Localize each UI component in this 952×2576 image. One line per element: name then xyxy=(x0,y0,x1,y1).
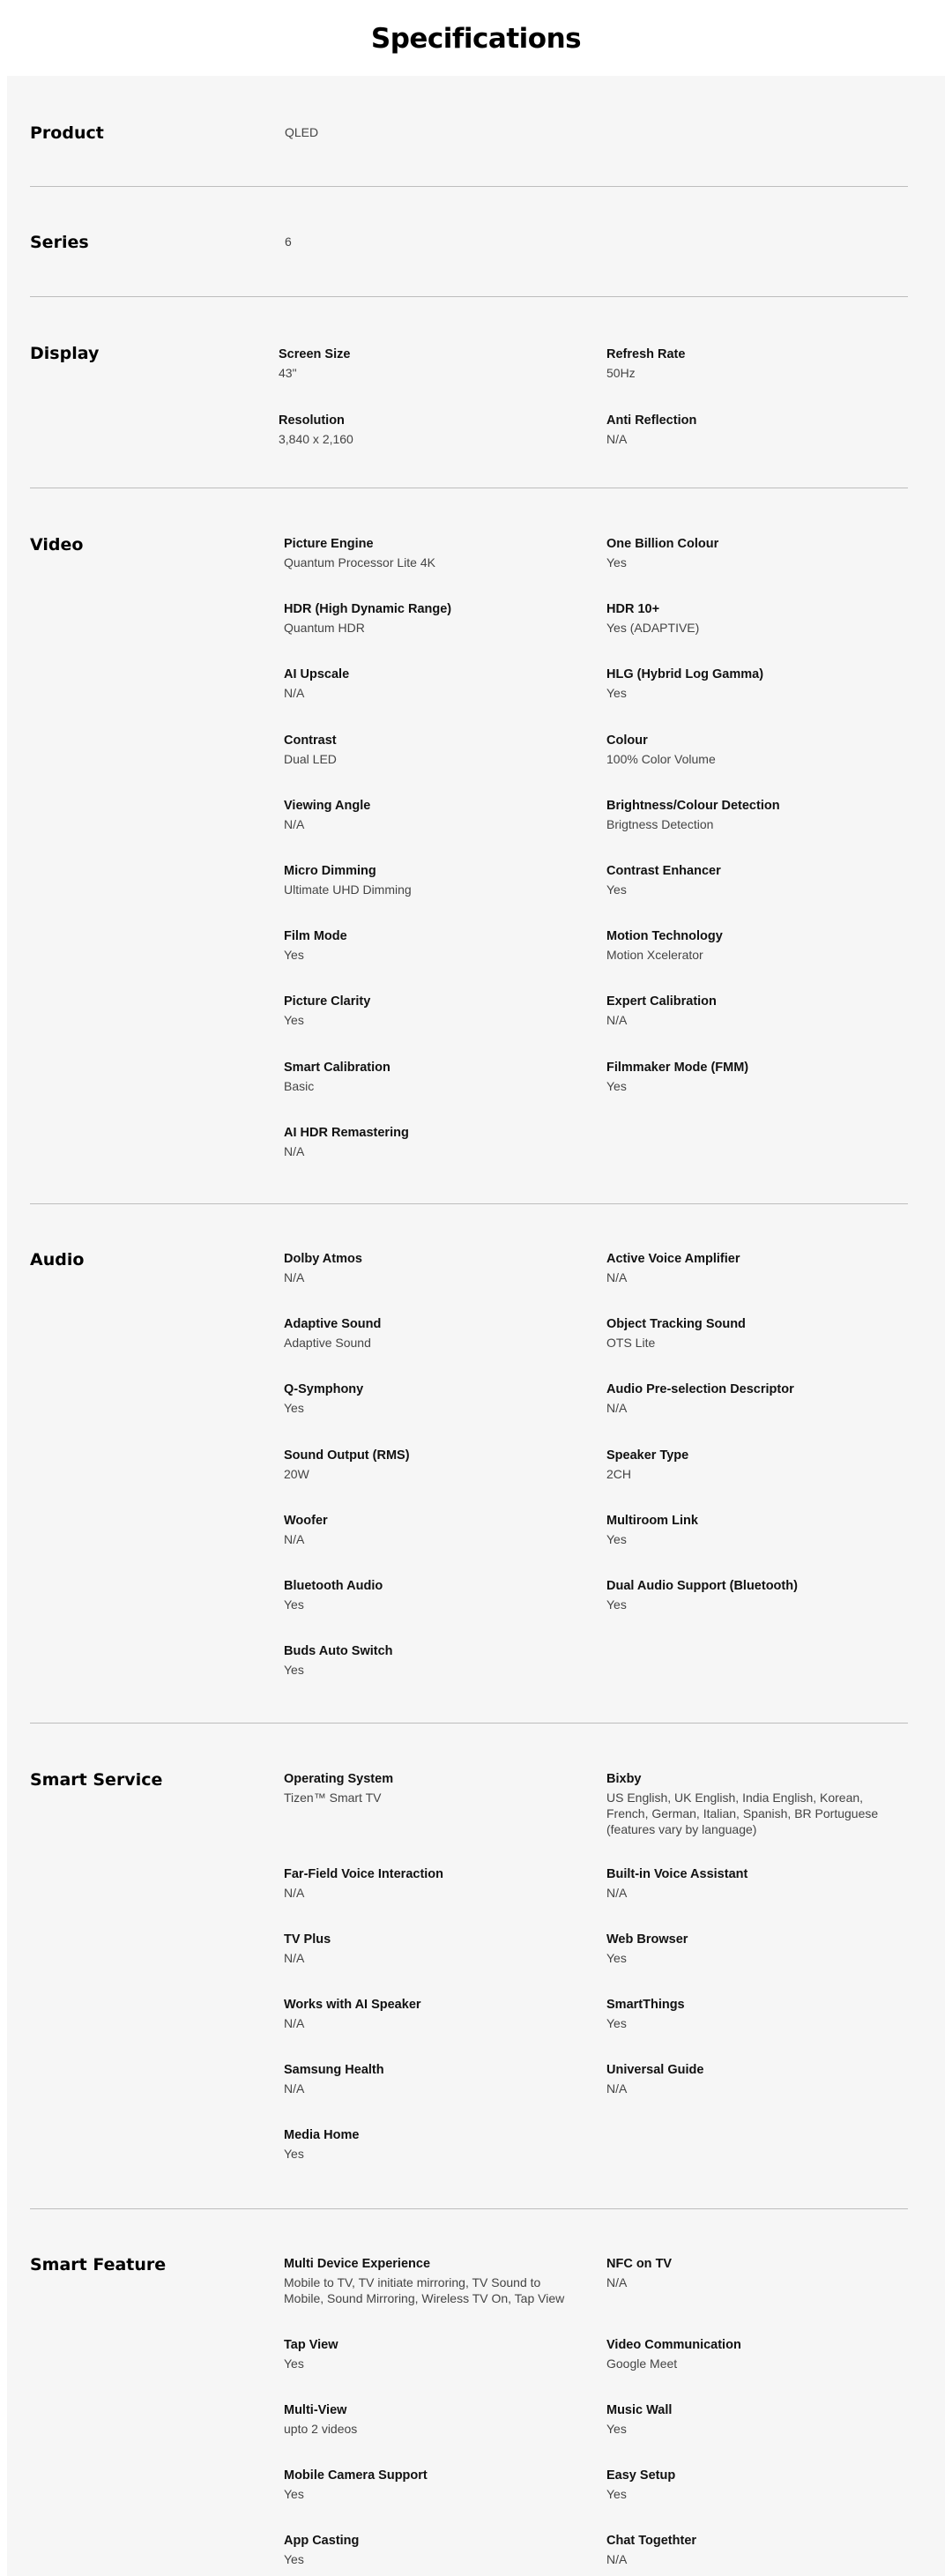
spec-name: Dolby Atmos xyxy=(284,1252,362,1266)
spec-value: 3,840 x 2,160 xyxy=(279,432,353,446)
spec-item xyxy=(284,1578,575,1612)
spec-value: 100% Color Volume xyxy=(606,751,716,766)
spec-name: Multi Device Experience xyxy=(284,2257,431,2271)
section-value: 6 xyxy=(285,235,292,249)
spec-value: upto 2 videos xyxy=(284,2422,358,2436)
spec-item xyxy=(606,733,897,767)
section-title: Display xyxy=(30,344,100,363)
spec-item xyxy=(606,1251,897,1285)
spec-item xyxy=(284,1866,575,1901)
spec-value: Quantum HDR xyxy=(284,621,365,636)
spec-name: Screen Size xyxy=(279,347,351,361)
spec-item xyxy=(279,413,569,447)
spec-item xyxy=(284,994,575,1028)
spec-value: N/A xyxy=(606,1013,628,1028)
spec-item xyxy=(284,2337,575,2371)
spec-value: Google Meet xyxy=(606,2356,678,2371)
spec-item xyxy=(606,1060,897,1094)
spec-item xyxy=(284,2062,575,2096)
spec-value: N/A xyxy=(284,1951,305,1965)
spec-name: SmartThings xyxy=(606,1998,685,2012)
spec-item xyxy=(284,536,575,570)
spec-value: Yes xyxy=(606,555,627,570)
spec-name: Bixby xyxy=(606,1772,642,1786)
spec-value: 20W xyxy=(284,1466,309,1481)
spec-value: Ultimate UHD Dimming xyxy=(284,882,412,897)
page-title: Specifications xyxy=(370,23,582,55)
spec-item xyxy=(606,2256,897,2290)
spec-value: Yes xyxy=(284,1401,304,1416)
spec-item xyxy=(606,863,897,897)
spec-item xyxy=(606,1316,897,1351)
spec-name: Refresh Rate xyxy=(606,347,686,361)
spec-name: Resolution xyxy=(279,413,345,428)
spec-value: Yes xyxy=(606,2016,627,2030)
spec-name: HDR 10+ xyxy=(606,602,660,617)
spec-value: N/A xyxy=(284,1143,305,1158)
spec-value: N/A xyxy=(606,1886,628,1900)
spec-name: Smart Calibration xyxy=(284,1060,390,1075)
spec-value: Yes (ADAPTIVE) xyxy=(606,621,700,636)
spec-value: N/A xyxy=(284,686,305,701)
spec-name: Web Browser xyxy=(606,1932,688,1947)
section-divider xyxy=(30,2208,908,2209)
spec-name: Q-Symphony xyxy=(284,1382,364,1397)
spec-item xyxy=(284,798,575,832)
spec-value: Yes xyxy=(284,1663,304,1678)
spec-value: Dual LED xyxy=(284,751,337,766)
section-title: Audio xyxy=(30,1250,85,1269)
spec-name: Active Voice Amplifier xyxy=(606,1252,740,1266)
spec-name: AI HDR Remastering xyxy=(284,1125,409,1140)
spec-value: 50Hz xyxy=(606,366,636,380)
spec-item xyxy=(284,2468,575,2502)
spec-name: Anti Reflection xyxy=(606,413,697,428)
spec-value: Quantum Processor Lite 4K xyxy=(284,555,435,570)
spec-name: AI Upscale xyxy=(284,667,350,682)
spec-item xyxy=(284,928,575,963)
spec-item xyxy=(606,2533,897,2567)
spec-name: Samsung Health xyxy=(284,2063,384,2077)
spec-value: Yes xyxy=(284,2147,304,2161)
spec-item xyxy=(284,1125,575,1159)
spec-item xyxy=(284,666,575,701)
spec-item xyxy=(606,1448,897,1482)
spec-name: One Billion Colour xyxy=(606,537,719,551)
spec-value: Brigtness Detection xyxy=(606,816,714,831)
spec-name: Film Mode xyxy=(284,929,347,944)
spec-item xyxy=(284,1251,575,1285)
section-title: Smart Service xyxy=(30,1770,163,1790)
spec-name: Picture Engine xyxy=(284,537,374,551)
spec-item xyxy=(606,2468,897,2502)
spec-name: Music Wall xyxy=(606,2403,673,2417)
spec-name: Motion Technology xyxy=(606,929,723,944)
spec-item xyxy=(284,733,575,767)
spec-item xyxy=(606,346,897,381)
spec-value: 2CH xyxy=(606,1466,632,1481)
spec-value: Yes xyxy=(284,1013,304,1028)
spec-name: App Casting xyxy=(284,2534,360,2548)
spec-name: Contrast Enhancer xyxy=(606,864,721,878)
spec-name: Operating System xyxy=(284,1772,394,1786)
section-title: Video xyxy=(30,535,84,555)
spec-value: Yes xyxy=(284,2552,304,2566)
spec-value: Yes xyxy=(606,2487,627,2501)
spec-name: Sound Output (RMS) xyxy=(284,1448,410,1463)
spec-item xyxy=(606,413,897,447)
spec-name: Mobile Camera Support xyxy=(284,2468,428,2483)
section-title: Smart Feature xyxy=(30,2255,167,2274)
spec-value: Motion Xcelerator xyxy=(606,948,703,963)
spec-name: TV Plus xyxy=(284,1932,331,1947)
spec-value: OTS Lite xyxy=(606,1336,656,1351)
section-title: Product xyxy=(30,123,104,143)
spec-item xyxy=(284,1448,575,1482)
spec-name: Adaptive Sound xyxy=(284,1317,382,1332)
spec-item xyxy=(284,601,575,636)
spec-name: Easy Setup xyxy=(606,2468,676,2483)
spec-item xyxy=(284,1643,575,1678)
spec-value: N/A xyxy=(284,1270,305,1284)
spec-item xyxy=(284,1060,575,1094)
spec-name: Object Tracking Sound xyxy=(606,1317,746,1332)
spec-value: N/A xyxy=(606,2081,628,2096)
spec-value: N/A xyxy=(284,816,305,831)
spec-name: Micro Dimming xyxy=(284,864,376,878)
spec-item xyxy=(284,863,575,897)
spec-name: NFC on TV xyxy=(606,2257,673,2271)
spec-item xyxy=(606,1866,897,1901)
spec-value: Yes xyxy=(606,1531,627,1546)
spec-value: 43" xyxy=(279,366,297,380)
spec-name: Multi-View xyxy=(284,2403,347,2417)
spec-item xyxy=(284,2533,575,2567)
spec-name: Tap View xyxy=(284,2338,338,2352)
spec-item xyxy=(284,1997,575,2031)
spec-item xyxy=(606,994,897,1028)
spec-item xyxy=(606,536,897,570)
spec-name: Dual Audio Support (Bluetooth) xyxy=(606,1579,798,1593)
spec-item xyxy=(606,601,897,636)
spec-item xyxy=(606,1578,897,1612)
spec-item xyxy=(284,2402,575,2437)
section-title: Series xyxy=(30,233,89,252)
spec-value: Yes xyxy=(284,2356,304,2371)
spec-name: Works with AI Speaker xyxy=(284,1998,421,2012)
spec-value: N/A xyxy=(284,1531,305,1546)
spec-item xyxy=(279,346,569,381)
spec-name: Universal Guide xyxy=(606,2063,704,2077)
spec-item xyxy=(284,2256,575,2306)
spec-item xyxy=(606,928,897,963)
spec-value: Basic xyxy=(284,1078,315,1093)
spec-name: Expert Calibration xyxy=(606,994,717,1009)
spec-value: Yes xyxy=(606,1078,627,1093)
spec-item xyxy=(284,2127,575,2162)
spec-name: Filmmaker Mode (FMM) xyxy=(606,1060,749,1075)
spec-value: Yes xyxy=(606,686,627,701)
spec-value: US English, UK English, India English, Korean, French, German, Italian, Spanish, BR Portuguese (features vary by language) xyxy=(606,1791,879,1836)
spec-value: Yes xyxy=(284,2487,304,2501)
spec-item xyxy=(606,2402,897,2437)
spec-name: Video Communication xyxy=(606,2338,741,2352)
spec-item xyxy=(284,1771,575,1805)
spec-name: HDR (High Dynamic Range) xyxy=(284,602,452,617)
spec-item xyxy=(606,2062,897,2096)
spec-name: Woofer xyxy=(284,1513,328,1528)
spec-name: Viewing Angle xyxy=(284,798,371,813)
spec-item xyxy=(606,666,897,701)
spec-value: N/A xyxy=(606,432,628,446)
spec-value: N/A xyxy=(284,2016,305,2030)
spec-value: N/A xyxy=(284,1886,305,1900)
spec-name: Speaker Type xyxy=(606,1448,689,1463)
spec-name: HLG (Hybrid Log Gamma) xyxy=(606,667,764,682)
spec-item xyxy=(606,1932,897,1966)
spec-name: Far-Field Voice Interaction xyxy=(284,1867,444,1881)
section-divider xyxy=(30,1203,908,1204)
section-divider xyxy=(30,186,908,187)
spec-name: Buds Auto Switch xyxy=(284,1644,393,1659)
spec-item xyxy=(284,1932,575,1966)
spec-name: Colour xyxy=(606,733,648,748)
spec-value: Yes xyxy=(284,948,304,963)
spec-value: Yes xyxy=(284,1597,304,1612)
spec-value: N/A xyxy=(606,1270,628,1284)
spec-name: Audio Pre-selection Descriptor xyxy=(606,1382,794,1397)
spec-value: Yes xyxy=(606,1597,627,1612)
spec-value: Tizen™ Smart TV xyxy=(284,1791,382,1805)
spec-item xyxy=(284,1513,575,1547)
spec-item xyxy=(606,2337,897,2371)
spec-value: Mobile to TV, TV initiate mirroring, TV Sound to Mobile, Sound Mirroring, Wireless TV On, Tap View xyxy=(284,2275,565,2305)
section-divider xyxy=(30,296,908,297)
spec-item xyxy=(606,1513,897,1547)
spec-value: N/A xyxy=(606,1401,628,1416)
section-value: QLED xyxy=(285,125,319,139)
spec-name: Chat Togethter xyxy=(606,2534,697,2548)
spec-value: Adaptive Sound xyxy=(284,1336,371,1351)
spec-name: Picture Clarity xyxy=(284,994,371,1009)
spec-item xyxy=(606,1771,897,1837)
spec-name: Built-in Voice Assistant xyxy=(606,1867,748,1881)
spec-item xyxy=(284,1316,575,1351)
spec-value: N/A xyxy=(606,2275,628,2289)
spec-name: Contrast xyxy=(284,733,337,748)
spec-item xyxy=(606,1381,897,1416)
spec-name: Bluetooth Audio xyxy=(284,1579,383,1593)
spec-item xyxy=(606,1997,897,2031)
spec-value: Yes xyxy=(606,1951,627,1965)
spec-name: Media Home xyxy=(284,2128,360,2142)
spec-value: N/A xyxy=(606,2552,628,2566)
spec-item xyxy=(284,1381,575,1416)
spec-value: Yes xyxy=(606,2422,627,2436)
spec-item xyxy=(606,798,897,832)
spec-value: N/A xyxy=(284,2081,305,2096)
spec-name: Brightness/Colour Detection xyxy=(606,798,780,813)
section-divider xyxy=(30,1723,908,1724)
spec-name: Multiroom Link xyxy=(606,1513,698,1528)
spec-value: Yes xyxy=(606,882,627,897)
